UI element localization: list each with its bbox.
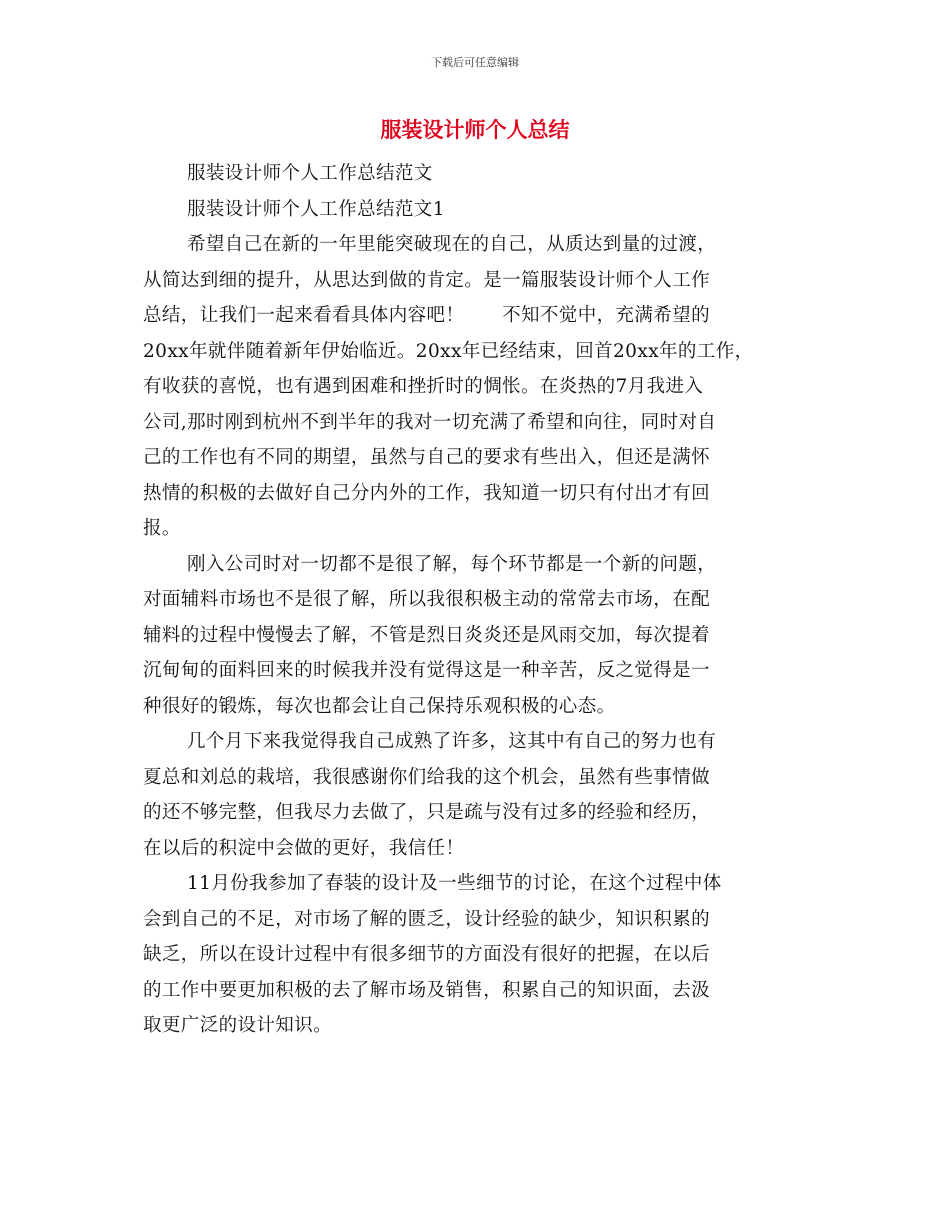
text-line: 服装设计师个人工作总结范文1 bbox=[187, 198, 445, 220]
text-line: 辅料的过程中慢慢去了解，不管是烈日炎炎还是风雨交加，每次提着 bbox=[143, 624, 711, 646]
text-line: 20xx年就伴随着新年伊始临近。20xx年已经结束，回首20xx年的工作， bbox=[143, 340, 754, 362]
header-note: 下载后可任意编辑 bbox=[431, 56, 519, 69]
text-line: 总结，让我们一起来看看具体内容吧！ 不知不觉中，充满希望的 bbox=[143, 305, 711, 326]
text-line: 的还不够完整，但我尽力去做了，只是疏与没有过多的经验和经历， bbox=[143, 802, 711, 823]
text-line: 种很好的锻炼，每次也都会让自己保持乐观积极的心态。 bbox=[143, 695, 616, 717]
text-line: 从简达到细的提升，从思达到做的肯定。是一篇服装设计师个人工作 bbox=[143, 269, 711, 291]
text-line: 取更广泛的设计知识。 bbox=[143, 1015, 333, 1036]
text-line: 服装设计师个人工作总结范文 bbox=[187, 163, 433, 184]
text-line: 11月份我参加了春装的设计及一些细节的讨论，在这个过程中体 bbox=[187, 873, 722, 894]
text-line: 缺乏，所以在设计过程中有很多细节的方面没有很好的把握，在以后 bbox=[143, 944, 711, 965]
document-title: 服装设计师个人总结 bbox=[380, 118, 570, 142]
text-line: 热情的积极的去做好自己分内外的工作，我知道一切只有付出才有回 bbox=[143, 482, 711, 504]
text-line: 报。 bbox=[143, 518, 181, 539]
text-line: 的工作中要更加积极的去了解市场及销售，积累自己的知识面，去汲 bbox=[143, 979, 711, 1001]
document-body bbox=[143, 156, 819, 1044]
text-line: 夏总和刘总的栽培，我很感谢你们给我的这个机会，虽然有些事情做 bbox=[143, 766, 711, 788]
text-line: 希望自己在新的一年里能突破现在的自己，从质达到量的过渡， bbox=[187, 234, 717, 255]
text-line: 几个月下来我觉得我自己成熟了许多，这其中有自己的努力也有 bbox=[187, 731, 717, 752]
text-line: 会到自己的不足，对市场了解的匮乏，设计经验的缺少，知识积累的 bbox=[143, 908, 711, 930]
text-line: 己的工作也有不同的期望，虽然与自己的要求有些出入，但还是满怀 bbox=[143, 447, 711, 468]
text-line: 刚入公司时对一切都不是很了解，每个环节都是一个新的问题， bbox=[187, 553, 717, 575]
text-line: 有收获的喜悦，也有遇到困难和挫折时的惆怅。在炎热的7月我进入 bbox=[143, 376, 704, 397]
text-line: 沉甸甸的面料回来的时候我并没有觉得这是一种辛苦，反之觉得是一 bbox=[143, 660, 711, 681]
text-line: 公司,那时刚到杭州不到半年的我对一切充满了希望和向往，同时对自 bbox=[143, 411, 717, 433]
text-line: 对面辅料市场也不是很了解，所以我很积极主动的常常去市场，在配 bbox=[143, 589, 711, 610]
text-line: 在以后的积淀中会做的更好，我信任！ bbox=[143, 837, 465, 859]
